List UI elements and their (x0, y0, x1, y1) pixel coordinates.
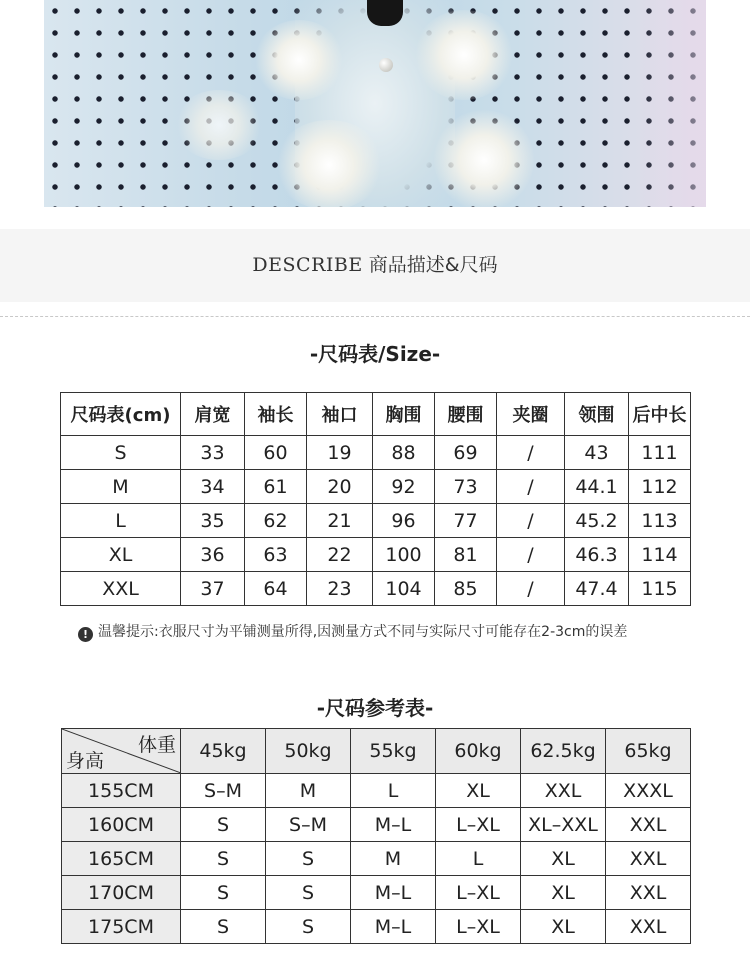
table-cell: 37 (181, 572, 245, 606)
table-cell: XXL (606, 910, 691, 944)
table-cell: / (497, 538, 565, 572)
banner-cn: 商品描述&尺码 (368, 254, 498, 276)
table-row (61, 436, 691, 470)
table-cell: 44.1 (565, 470, 629, 504)
table-cell: 111 (629, 436, 691, 470)
header-cell: 后中长 (629, 393, 691, 436)
size-notice (78, 621, 627, 642)
table-cell: L–XL (436, 910, 521, 944)
notice-text: 温馨提示:衣服尺寸为平铺测量所得,因测量方式不同与实际尺寸可能存在2-3cm的误差 (98, 624, 628, 640)
ref-table-title: -尺码参考表- (316, 696, 434, 720)
lace-flower (274, 120, 384, 207)
table-cell: 61 (245, 470, 307, 504)
lace-flower (414, 10, 514, 100)
table-cell: XL (436, 774, 521, 808)
table-cell: 88 (373, 436, 435, 470)
weight-header-row (62, 729, 691, 774)
table-cell: L (436, 842, 521, 876)
table-cell: 77 (435, 504, 497, 538)
table-row (62, 842, 691, 876)
header-cell: 尺码表(cm) (61, 393, 181, 436)
table-cell: / (497, 572, 565, 606)
product-photo (44, 0, 706, 207)
table-cell: 96 (373, 504, 435, 538)
table-cell: 43 (565, 436, 629, 470)
table-cell: XXL (606, 842, 691, 876)
table-cell: XL (521, 910, 606, 944)
table-cell: S (181, 842, 266, 876)
table-cell: M (351, 842, 436, 876)
table-cell: XXXL (606, 774, 691, 808)
table-cell: 36 (181, 538, 245, 572)
table-cell: XL (61, 538, 181, 572)
photo-shade (636, 0, 706, 207)
dashed-divider (0, 316, 750, 317)
table-cell: / (497, 470, 565, 504)
table-cell: M–L (351, 910, 436, 944)
height-label: 身高 (66, 750, 105, 772)
weight-cell: 55kg (351, 729, 436, 774)
weight-cell: 50kg (266, 729, 351, 774)
warning-icon: ! (78, 627, 93, 642)
table-row (61, 572, 691, 606)
table-cell: XXL (521, 774, 606, 808)
table-cell: 60 (245, 436, 307, 470)
height-cell: 170CM (62, 876, 181, 910)
table-cell: 64 (245, 572, 307, 606)
table-cell: XL–XXL (521, 808, 606, 842)
table-cell: 113 (629, 504, 691, 538)
table-cell: 114 (629, 538, 691, 572)
table-cell: 81 (435, 538, 497, 572)
lace-flower (434, 110, 534, 207)
table-cell: S (266, 876, 351, 910)
table-cell: / (497, 436, 565, 470)
lace-flower (174, 90, 264, 160)
table-cell: 73 (435, 470, 497, 504)
size-table (60, 392, 691, 606)
table-cell: S–M (181, 774, 266, 808)
table-cell: 19 (307, 436, 373, 470)
table-cell: 100 (373, 538, 435, 572)
table-cell: 22 (307, 538, 373, 572)
table-cell: L (351, 774, 436, 808)
weight-cell: 60kg (436, 729, 521, 774)
size-header-row (61, 393, 691, 436)
header-cell: 腰围 (435, 393, 497, 436)
header-cell: 袖长 (245, 393, 307, 436)
table-cell: L (61, 504, 181, 538)
size-reference-table (61, 728, 691, 944)
size-table-title: -尺码表/Size- (309, 342, 441, 366)
weight-cell: 45kg (181, 729, 266, 774)
height-cell: 165CM (62, 842, 181, 876)
describe-banner (0, 229, 750, 302)
height-cell: 155CM (62, 774, 181, 808)
header-cell: 袖口 (307, 393, 373, 436)
table-row (62, 774, 691, 808)
table-cell: S (181, 808, 266, 842)
table-cell: M–L (351, 808, 436, 842)
table-cell: 112 (629, 470, 691, 504)
table-cell: S (266, 842, 351, 876)
header-cell: 肩宽 (181, 393, 245, 436)
height-cell: 175CM (62, 910, 181, 944)
table-cell: L–XL (436, 876, 521, 910)
table-cell: XXL (61, 572, 181, 606)
table-cell: 85 (435, 572, 497, 606)
table-cell: M (61, 470, 181, 504)
table-cell: S (181, 876, 266, 910)
table-cell: 46.3 (565, 538, 629, 572)
header-cell: 领围 (565, 393, 629, 436)
header-cell: 夹圈 (497, 393, 565, 436)
table-cell: 47.4 (565, 572, 629, 606)
weight-label: 体重 (137, 734, 176, 756)
table-cell: 92 (373, 470, 435, 504)
table-cell: S (266, 910, 351, 944)
table-cell: 62 (245, 504, 307, 538)
table-cell: S (181, 910, 266, 944)
pearl-button (379, 58, 393, 72)
table-row (61, 470, 691, 504)
table-cell: M–L (351, 876, 436, 910)
table-cell: 69 (435, 436, 497, 470)
corner-cell (62, 729, 181, 774)
table-cell: / (497, 504, 565, 538)
table-cell: S–M (266, 808, 351, 842)
height-cell: 160CM (62, 808, 181, 842)
table-cell: XL (521, 842, 606, 876)
header-cell: 胸围 (373, 393, 435, 436)
lace-flower (254, 20, 344, 100)
weight-cell: 62.5kg (521, 729, 606, 774)
table-row (62, 808, 691, 842)
table-row (62, 910, 691, 944)
table-row (61, 504, 691, 538)
table-cell: XXL (606, 876, 691, 910)
table-cell: S (61, 436, 181, 470)
table-cell: 45.2 (565, 504, 629, 538)
table-cell: 33 (181, 436, 245, 470)
table-cell: 35 (181, 504, 245, 538)
table-cell: 20 (307, 470, 373, 504)
table-cell: XL (521, 876, 606, 910)
table-cell: 63 (245, 538, 307, 572)
table-cell: 21 (307, 504, 373, 538)
weight-cell: 65kg (606, 729, 691, 774)
table-cell: M (266, 774, 351, 808)
table-cell: 23 (307, 572, 373, 606)
table-cell: XXL (606, 808, 691, 842)
table-cell: 34 (181, 470, 245, 504)
banner-en: DESCRIBE (252, 254, 363, 276)
collar-bow (367, 0, 403, 26)
table-cell: L–XL (436, 808, 521, 842)
table-row (61, 538, 691, 572)
table-cell: 104 (373, 572, 435, 606)
table-row (62, 876, 691, 910)
table-cell: 115 (629, 572, 691, 606)
